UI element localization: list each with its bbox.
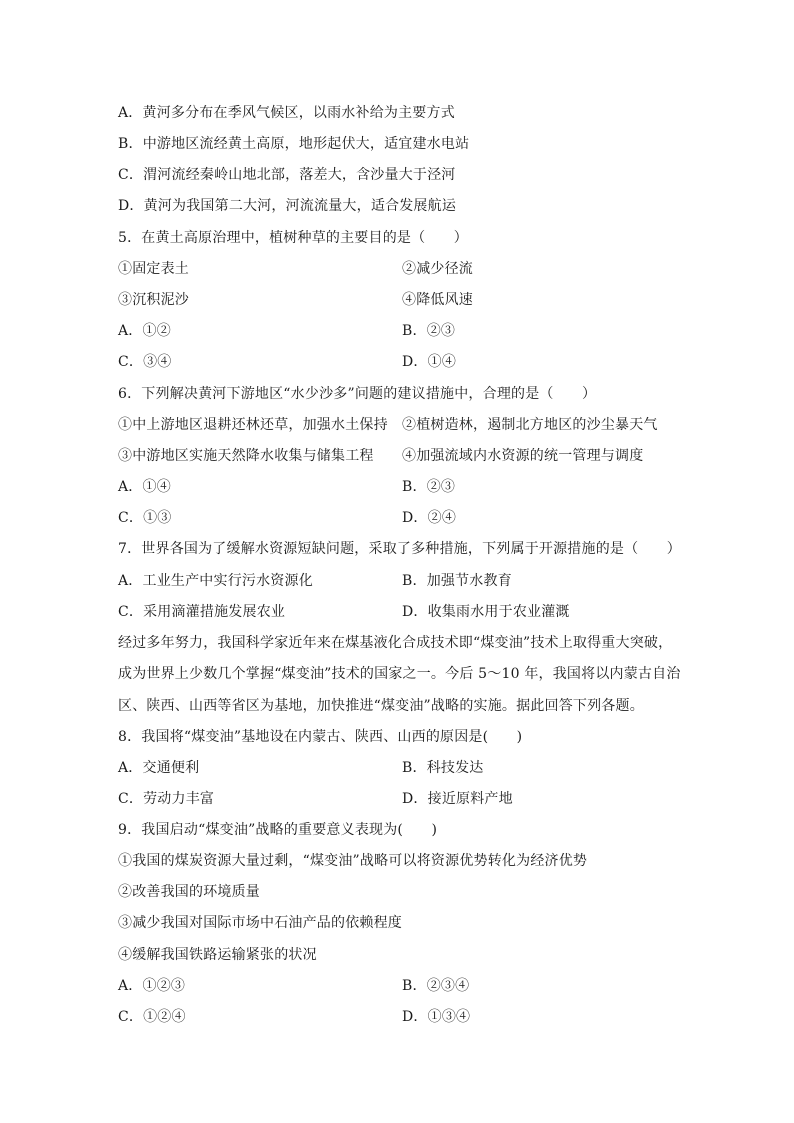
q6-option-d: D．②④ — [402, 510, 457, 526]
q4-option-c: C．渭河流经秦岭山地北部，落差大，含沙量大于泾河 — [118, 167, 456, 183]
q5-item-3: ③沉积泥沙 — [118, 292, 189, 308]
q7-option-b: B．加强节水教育 — [402, 573, 512, 589]
q8-option-c: C．劳动力丰富 — [118, 791, 215, 807]
q9-option-c: C．①②④ — [118, 1009, 186, 1025]
q8-option-d: D．接近原料产地 — [402, 791, 513, 807]
q7-stem: 7．世界各国为了缓解水资源短缺问题，采取了多种措施，下列属于开源措施的是（ ） — [118, 541, 681, 557]
q6-item-2: ②植树造林，遏制北方地区的沙尘暴天气 — [402, 417, 658, 433]
q6-item-3: ③中游地区实施天然降水收集与储集工程 — [118, 448, 374, 464]
q5-option-b: B．②③ — [402, 323, 456, 339]
q6-option-b: B．②③ — [402, 479, 456, 495]
q5-option-c: C．③④ — [118, 354, 172, 370]
q8-option-b: B．科技发达 — [402, 760, 484, 776]
q5-item-2: ②减少径流 — [402, 261, 473, 277]
q9-item-3: ③减少我国对国际市场中石油产品的依赖程度 — [118, 915, 402, 931]
q4-option-d: D．黄河为我国第二大河，河流流量大，适合发展航运 — [118, 198, 457, 214]
q5-option-a: A．①② — [118, 323, 171, 339]
q5-item-4: ④降低风速 — [402, 292, 473, 308]
q9-item-2: ②改善我国的环境质量 — [118, 884, 260, 900]
q8-stem: 8．我国将“煤变油”基地设在内蒙古、陕西、山西的原因是( ) — [118, 729, 523, 745]
passage-line-2: 成为世界上少数几个掌握“煤变油”技术的国家之一。今后 5～10 年，我国将以内蒙古自治 — [118, 666, 681, 682]
q5-item-1: ①固定表土 — [118, 261, 189, 277]
q6-option-c: C．①③ — [118, 510, 172, 526]
q9-option-a: A．①②③ — [118, 978, 186, 994]
q4-option-a: A．黄河多分布在季风气候区，以雨水补给为主要方式 — [118, 105, 455, 121]
q7-option-d: D．收集雨水用于农业灌溉 — [402, 604, 570, 620]
q6-stem: 6．下列解决黄河下游地区“水少沙多”问题的建议措施中，合理的是（ ） — [118, 386, 597, 402]
passage-line-1: 经过多年努力，我国科学家近年来在煤基液化合成技术即“煤变油”技术上取得重大突破， — [118, 635, 673, 651]
q8-option-a: A．交通便利 — [118, 760, 200, 776]
q9-item-4: ④缓解我国铁路运输紧张的状况 — [118, 947, 317, 963]
q9-option-d: D．①③④ — [402, 1009, 471, 1025]
q9-stem: 9．我国启动“煤变油”战略的重要意义表现为( ) — [118, 822, 438, 838]
q7-option-c: C．采用滴灌措施发展农业 — [118, 604, 286, 620]
q6-item-1: ①中上游地区退耕还林还草，加强水土保持 — [118, 417, 388, 433]
q4-option-b: B．中游地区流经黄土高原，地形起伏大，适宜建水电站 — [118, 136, 470, 152]
passage-line-3: 区、陕西、山西等省区为基地，加快推进“煤变油”战略的实施。据此回答下列各题。 — [118, 698, 644, 714]
q5-stem: 5．在黄土高原治理中，植树种草的主要目的是（ ） — [118, 230, 468, 246]
q5-option-d: D．①④ — [402, 354, 457, 370]
q7-option-a: A．工业生产中实行污水资源化 — [118, 573, 313, 589]
q9-item-1: ①我国的煤炭资源大量过剩，“煤变油”战略可以将资源优势转化为经济优势 — [118, 853, 588, 869]
q6-item-4: ④加强流域内水资源的统一管理与调度 — [402, 448, 644, 464]
q6-option-a: A．①④ — [118, 479, 171, 495]
q9-option-b: B．②③④ — [402, 978, 470, 994]
